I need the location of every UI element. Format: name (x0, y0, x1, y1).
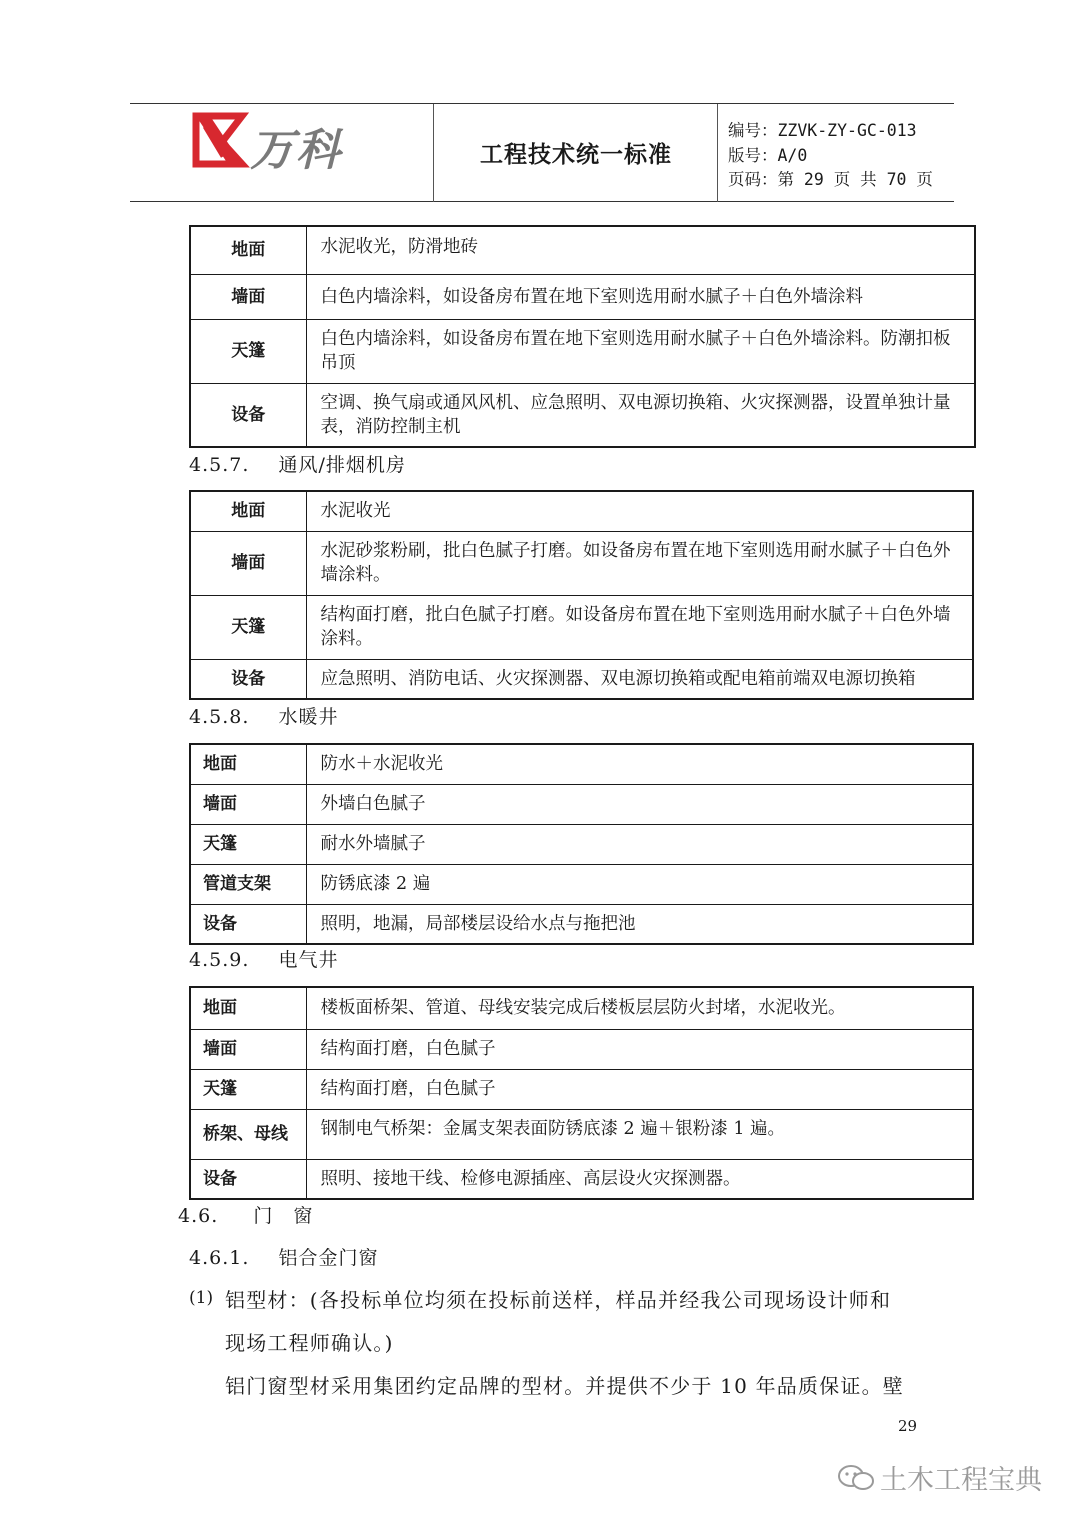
table-row (190, 1069, 973, 1109)
row-label: 墙面 (190, 531, 306, 595)
row-label: 设备 (190, 659, 306, 699)
document-code: 编号：ZZVK-ZY-GC-013 (728, 121, 917, 140)
row-label: 天篷 (190, 824, 306, 864)
row-label: 天篷 (190, 319, 306, 383)
section-title: 电气井 (278, 949, 339, 971)
section-title: 水暖井 (278, 706, 339, 728)
row-text: 楼板面桥架、管道、母线安装完成后楼板层层防火封堵，水泥收光。 (306, 987, 973, 1029)
table-row (190, 531, 973, 595)
table-row (190, 274, 975, 319)
section-4-5-9 (189, 945, 338, 972)
row-text: 水泥收光 (306, 491, 973, 531)
section-number: 4.5.7. (189, 454, 250, 476)
row-text: 结构面打磨，白色腻子 (306, 1029, 973, 1069)
row-text: 照明，地漏，局部楼层设给水点与拖把池 (306, 904, 973, 944)
row-text: 防水＋水泥收光 (306, 744, 973, 784)
paragraph-line-3: 铝门窗型材采用集团约定品牌的型材。并提供不少于 10 年品质保证。壁 (225, 1374, 904, 1398)
section-4-5-7 (189, 450, 406, 477)
section-number: 4.6.1. (189, 1247, 250, 1269)
wechat-watermark (836, 1458, 1042, 1497)
paragraph-line-1: 铝型材：(各投标单位均须在投标前送样，样品并经我公司现场设计师和 (225, 1288, 892, 1312)
logo-wordmark: 万科 (250, 125, 342, 176)
table-row (190, 491, 973, 531)
row-label: 墙面 (190, 784, 306, 824)
section-title: 铝合金门窗 (278, 1247, 379, 1269)
header-top-rule (130, 103, 954, 104)
section-4-6-1 (189, 1243, 378, 1270)
row-label: 桥架、母线 (190, 1109, 306, 1159)
row-text: 结构面打磨，白色腻子 (306, 1069, 973, 1109)
section-4-5-8 (189, 702, 338, 729)
row-text: 防锈底漆 2 遍 (306, 864, 973, 904)
row-label: 天篷 (190, 595, 306, 659)
wechat-icon (836, 1463, 876, 1493)
table-row (190, 864, 973, 904)
document-title: 工程技术统一标准 (480, 142, 672, 168)
row-text: 白色内墙涂料，如设备房布置在地下室则选用耐水腻子＋白色外墙涂料。防潮扣板吊顶 (306, 319, 975, 383)
table-row (190, 1159, 973, 1199)
table-row (190, 784, 973, 824)
row-label: 地面 (190, 226, 306, 274)
section-title: 门 窗 (253, 1205, 314, 1227)
section-number: 4.5.8. (189, 706, 250, 728)
header-bottom-rule (130, 201, 954, 202)
section-4-6 (178, 1201, 313, 1228)
document-version: 版号：A/0 (728, 146, 808, 165)
table-row (190, 904, 973, 944)
table-row (190, 824, 973, 864)
spec-table-plumbing-shaft (189, 743, 974, 945)
section-number: 4.5.9. (189, 949, 250, 971)
spec-table-electrical-shaft (189, 986, 974, 1200)
row-label: 设备 (190, 904, 306, 944)
table-row (190, 595, 973, 659)
watermark-text: 土木工程宝典 (880, 1465, 1042, 1496)
vanke-logo (192, 112, 377, 176)
row-label: 墙面 (190, 274, 306, 319)
row-text: 结构面打磨，批白色腻子打磨。如设备房布置在地下室则选用耐水腻子＋白色外墙涂料。 (306, 595, 973, 659)
section-title: 通风/排烟机房 (278, 454, 406, 476)
page-number: 29 (898, 1417, 918, 1435)
table-row (190, 383, 975, 447)
row-label: 天篷 (190, 1069, 306, 1109)
row-text: 空调、换气扇或通风风机、应急照明、双电源切换箱、火灾探测器，设置单独计量表，消防控制主机 (306, 383, 975, 447)
row-label: 地面 (190, 987, 306, 1029)
row-label: 地面 (190, 491, 306, 531)
table-row (190, 1029, 973, 1069)
row-text: 照明、接地干线、检修电源插座、高层设火灾探测器。 (306, 1159, 973, 1199)
row-label: 墙面 (190, 1029, 306, 1069)
row-text: 耐水外墙腻子 (306, 824, 973, 864)
row-label: 设备 (190, 383, 306, 447)
row-text: 钢制电气桥架：金属支架表面防锈底漆 2 遍＋银粉漆 1 遍。 (306, 1109, 973, 1159)
row-label: 设备 (190, 1159, 306, 1199)
row-text: 应急照明、消防电话、火灾探测器、双电源切换箱或配电箱前端双电源切换箱 (306, 659, 973, 699)
paragraph-line-2: 现场工程师确认。) (225, 1331, 394, 1355)
table-row (190, 1109, 973, 1159)
row-label: 地面 (190, 744, 306, 784)
page-counter: 页码：第 29 页 共 70 页 (728, 170, 933, 189)
section-number: 4.6. (178, 1205, 219, 1227)
row-text: 外墙白色腻子 (306, 784, 973, 824)
spec-table-equipment-room (189, 225, 976, 448)
list-item-marker: (1) (189, 1288, 214, 1308)
table-row (190, 987, 973, 1029)
table-row (190, 659, 973, 699)
table-row (190, 226, 975, 274)
table-row (190, 319, 975, 383)
row-text: 水泥收光，防滑地砖 (306, 226, 975, 274)
row-label: 管道支架 (190, 864, 306, 904)
row-text: 水泥砂浆粉刷，批白色腻子打磨。如设备房布置在地下室则选用耐水腻子＋白色外墙涂料。 (306, 531, 973, 595)
table-row (190, 744, 973, 784)
spec-table-ventilation-room (189, 490, 974, 700)
row-text: 白色内墙涂料，如设备房布置在地下室则选用耐水腻子＋白色外墙涂料 (306, 274, 975, 319)
